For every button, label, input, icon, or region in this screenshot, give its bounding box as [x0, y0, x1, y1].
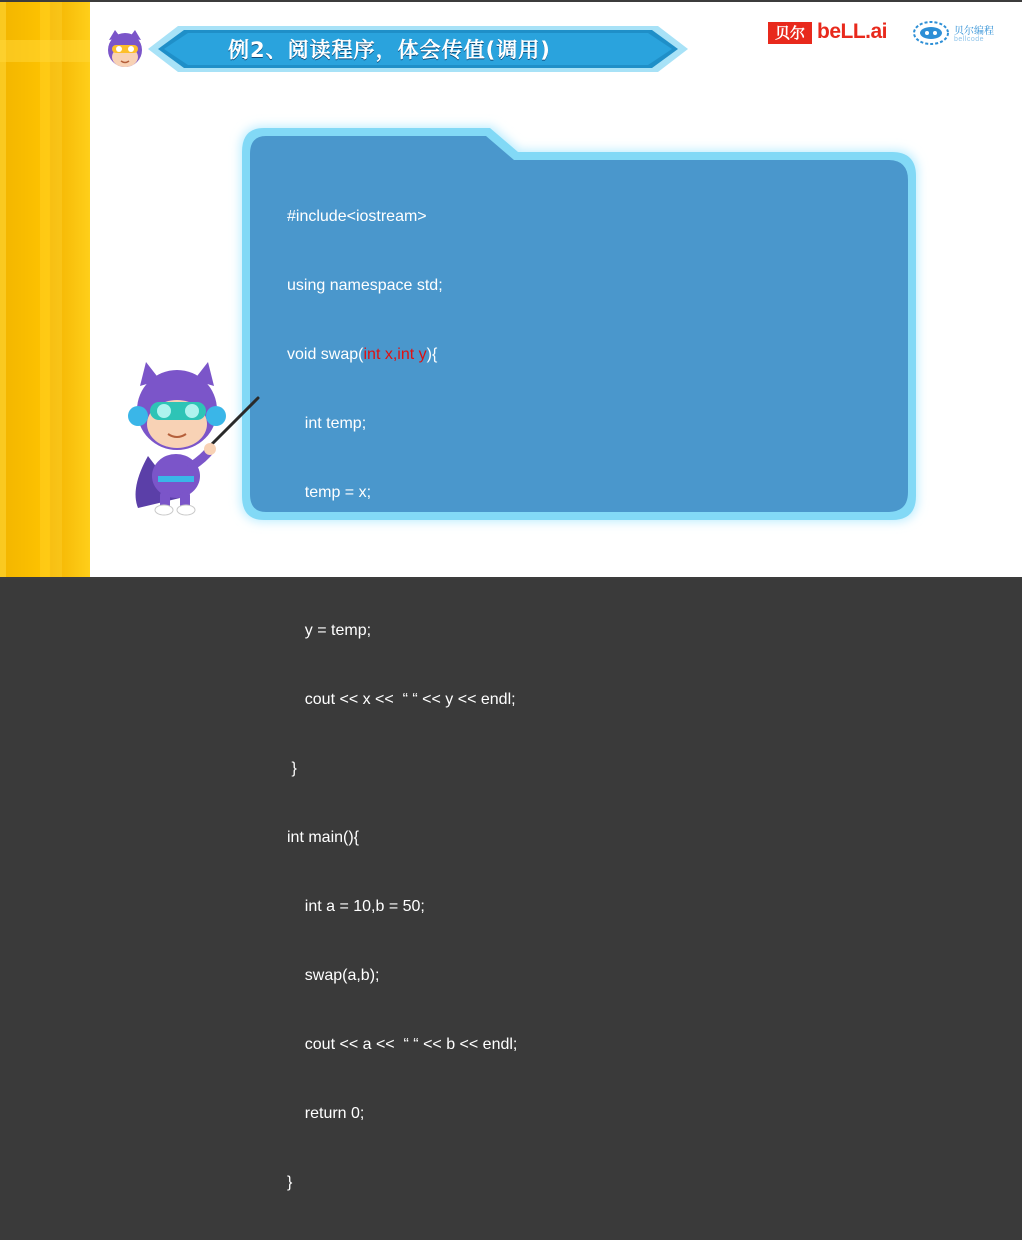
code-line: cout << x << “ “ << y << endl; [287, 691, 516, 708]
bell-logo-en: beLL.ai [817, 20, 888, 43]
top-border [0, 0, 1022, 2]
mascot-head-icon [103, 28, 147, 72]
code-line: } [287, 760, 297, 777]
code-line: return 0; [287, 1105, 365, 1122]
code-line: using namespace std; [287, 277, 443, 294]
highlighted-parameters: int x,int y [363, 346, 427, 363]
code-line: int temp; [287, 415, 367, 432]
code-line: temp = x; [287, 484, 372, 501]
bellcode-logo-en: bellcode [954, 36, 985, 43]
page-title: 例2、阅读程序，体会传值(调用) [228, 38, 551, 62]
bellcode-logo-cn: 贝尔编程 [954, 26, 994, 37]
code-line: x = y; [287, 553, 344, 570]
code-line: } [287, 1174, 293, 1191]
title-banner [148, 20, 688, 78]
code-line: int a = 10,b = 50; [287, 898, 425, 915]
bell-logo-cn: 贝尔 [768, 22, 812, 44]
code-block [287, 159, 517, 1240]
bellcode-icon [912, 20, 950, 46]
code-fragment: ){ [426, 346, 438, 363]
code-line: swap(a,b); [287, 967, 380, 984]
left-decorative-bar [0, 0, 90, 579]
mascot-with-pointer [118, 358, 268, 518]
code-line: y = temp; [287, 622, 372, 639]
code-line: #include<iostream> [287, 208, 427, 225]
code-line: int main(){ [287, 829, 360, 846]
code-fragment: void swap( [287, 346, 364, 363]
code-line: cout << a << “ “ << b << endl; [287, 1036, 518, 1053]
bell-ai-logo [768, 20, 904, 48]
bellcode-logo [912, 18, 1008, 50]
code-line-swap-signature [287, 343, 517, 366]
